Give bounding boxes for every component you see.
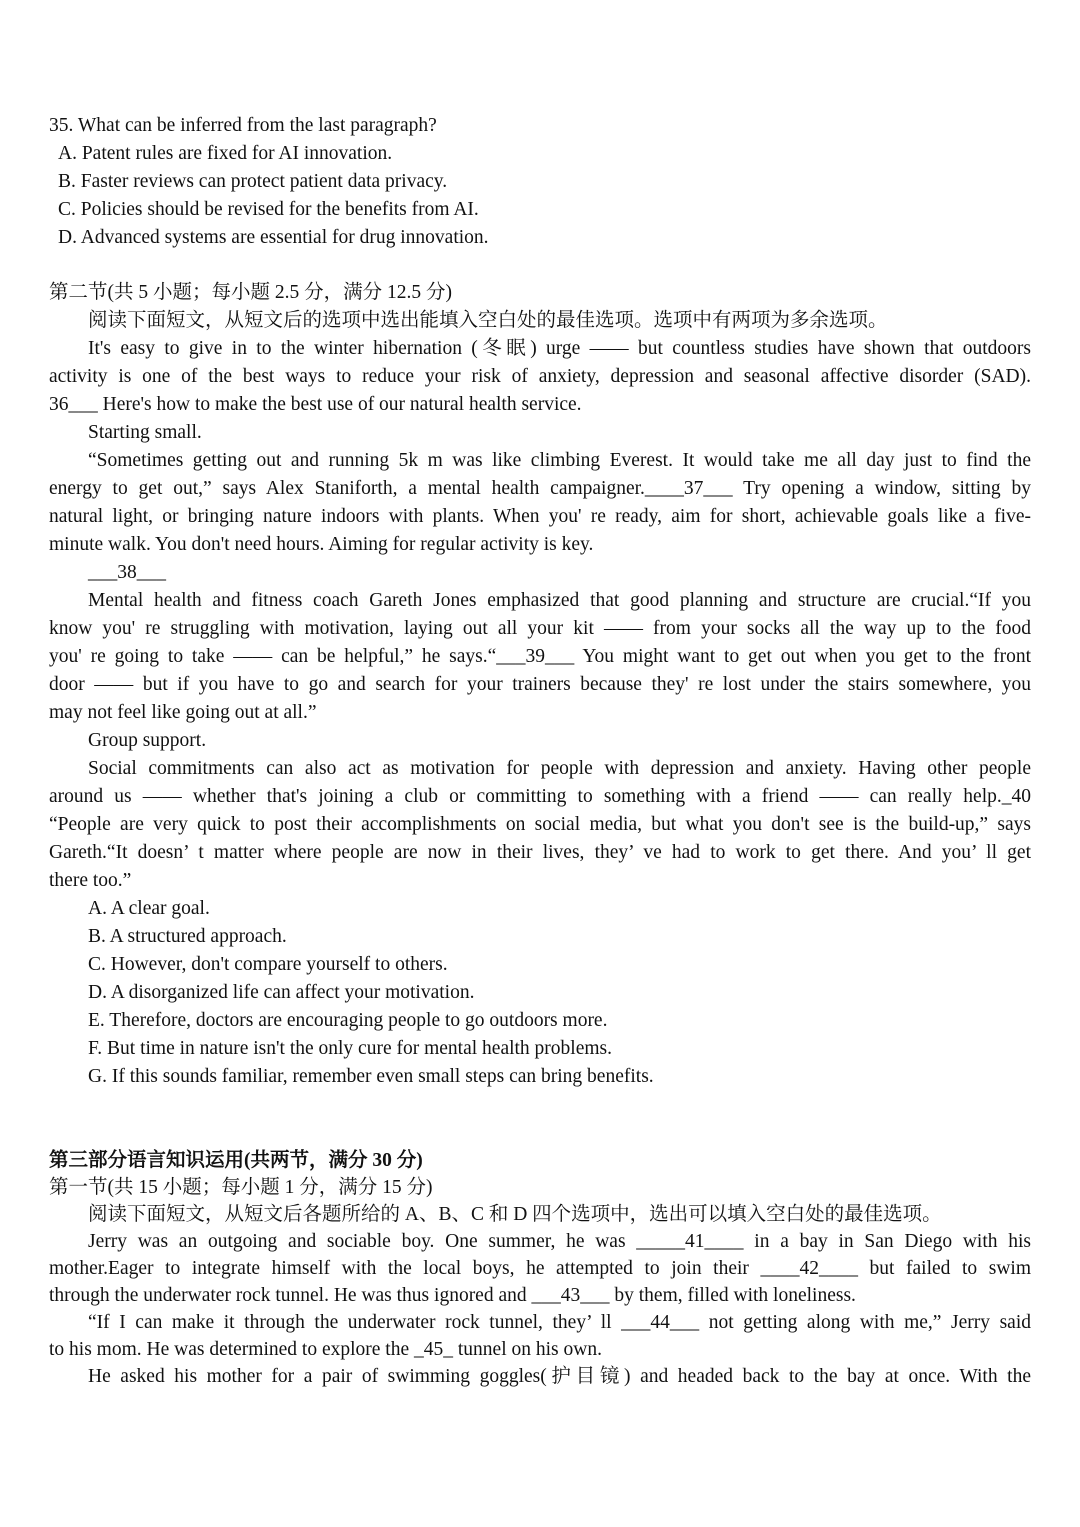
- option-d: D. Advanced systems are essential for drug innovation.: [58, 227, 489, 248]
- subheading-group-support: Group support.: [88, 730, 207, 751]
- passage-line: natural light, or bringing nature indoors with plants. When you' re ready, aim for short, achievable goals like a five-: [49, 506, 1031, 527]
- choice-d: D. A disorganized life can affect your motivation.: [88, 982, 475, 1003]
- passage-line: Gareth.“It doesn’ t matter where people are now in their lives, they’ ve had to work to get there. And you’ ll get: [49, 842, 1031, 863]
- passage-line: to his mom. He was determined to explore the _45_ tunnel on his own.: [49, 1339, 602, 1360]
- choice-g: G. If this sounds familiar, remember even small steps can bring benefits.: [88, 1066, 654, 1087]
- passage-line: through the underwater rock tunnel. He was thus ignored and ___43___ by them, filled with loneliness.: [49, 1285, 856, 1306]
- section-header: 第二节(共 5 小题；每小题 2.5 分，满分 12.5 分): [49, 282, 452, 303]
- exam-page: [49, 112, 1031, 1390]
- choice-a: A. A clear goal.: [88, 898, 210, 919]
- part-3: [49, 1147, 1031, 1390]
- passage-line: know you' re struggling with motivation, laying out all your kit —— from your socks all the way up to the food: [49, 618, 1031, 639]
- passage-line: mother.Eager to integrate himself with the local boys, he attempted to join their ____42____ but failed to swim: [49, 1258, 1031, 1279]
- passage-line: “People are very quick to post their accomplishments on social media, but what you don't see is the build-up,” says: [49, 814, 1031, 835]
- choice-c: C. However, don't compare yourself to others.: [88, 954, 448, 975]
- subheading-starting-small: Starting small.: [88, 422, 202, 443]
- passage-line: 36___ Here's how to make the best use of our natural health service.: [49, 394, 582, 415]
- part-title: 第三部分语言知识运用(共两节，满分 30 分): [49, 1150, 423, 1171]
- option-c: C. Policies should be revised for the benefits from AI.: [58, 199, 479, 220]
- passage-line: may not feel like going out at all.”: [49, 702, 317, 723]
- section-header: 第一节(共 15 小题；每小题 1 分，满分 15 分): [49, 1177, 433, 1198]
- passage-line: He asked his mother for a pair of swimming goggles(护目镜) and headed back to the bay at once. With the: [88, 1366, 1031, 1387]
- choice-f: F. But time in nature isn't the only cure for mental health problems.: [88, 1038, 613, 1059]
- blank-38: ___38___: [88, 562, 166, 583]
- passage-line: “Sometimes getting out and running 5k m was like climbing Everest. It would take me all day just to find the: [88, 450, 1031, 471]
- choice-b: B. A structured approach.: [88, 926, 287, 947]
- passage-line: “If I can make it through the underwater rock tunnel, they’ ll ___44___ not getting along with me,” Jerry said: [88, 1312, 1031, 1333]
- passage-line: activity is one of the best ways to reduce your risk of anxiety, depression and seasonal affective disorder (SAD).: [49, 366, 1031, 387]
- passage-line: there too.”: [49, 870, 132, 891]
- question-35: [49, 112, 1031, 252]
- section-instruction: 阅读下面短文，从短文后的选项中选出能填入空白处的最佳选项。选项中有两项为多余选项。: [88, 310, 888, 331]
- passage-line: Mental health and fitness coach Gareth Jones emphasized that good planning and structure are crucial.“If you: [88, 590, 1031, 611]
- section-2: [49, 279, 1031, 1091]
- option-a: A. Patent rules are fixed for AI innovation.: [58, 143, 393, 164]
- passage-line: around us —— whether that's joining a club or committing to something with a friend —— can really help._40: [49, 786, 1031, 807]
- section-instruction: 阅读下面短文，从短文后各题所给的 A、B、C 和 D 四个选项中，选出可以填入空白处的最佳选项。: [88, 1204, 942, 1225]
- passage-line: door —— but if you have to go and search for your trainers because they' re lost under the stairs somewhere, you: [49, 674, 1031, 695]
- passage-line: energy to get out,” says Alex Staniforth, a mental health campaigner.____37___ Try opening a window, sitting by: [49, 478, 1031, 499]
- option-b: B. Faster reviews can protect patient data privacy.: [58, 171, 448, 192]
- passage-line: It's easy to give in to the winter hibernation (冬眠) urge —— but countless studies have shown that outdoors: [88, 338, 1031, 359]
- question-stem: 35. What can be inferred from the last paragraph?: [49, 115, 437, 136]
- passage-line: Jerry was an outgoing and sociable boy. One summer, he was _____41____ in a bay in San Diego with his: [88, 1231, 1031, 1252]
- passage-line: Social commitments can also act as motivation for people with depression and anxiety. Having other people: [88, 758, 1031, 779]
- choice-e: E. Therefore, doctors are encouraging people to go outdoors more.: [88, 1010, 608, 1031]
- passage-line: minute walk. You don't need hours. Aiming for regular activity is key.: [49, 534, 594, 555]
- passage-line: you' re going to take —— can be helpful,” he says.“___39___ You might want to get out when you get to the front: [49, 646, 1031, 667]
